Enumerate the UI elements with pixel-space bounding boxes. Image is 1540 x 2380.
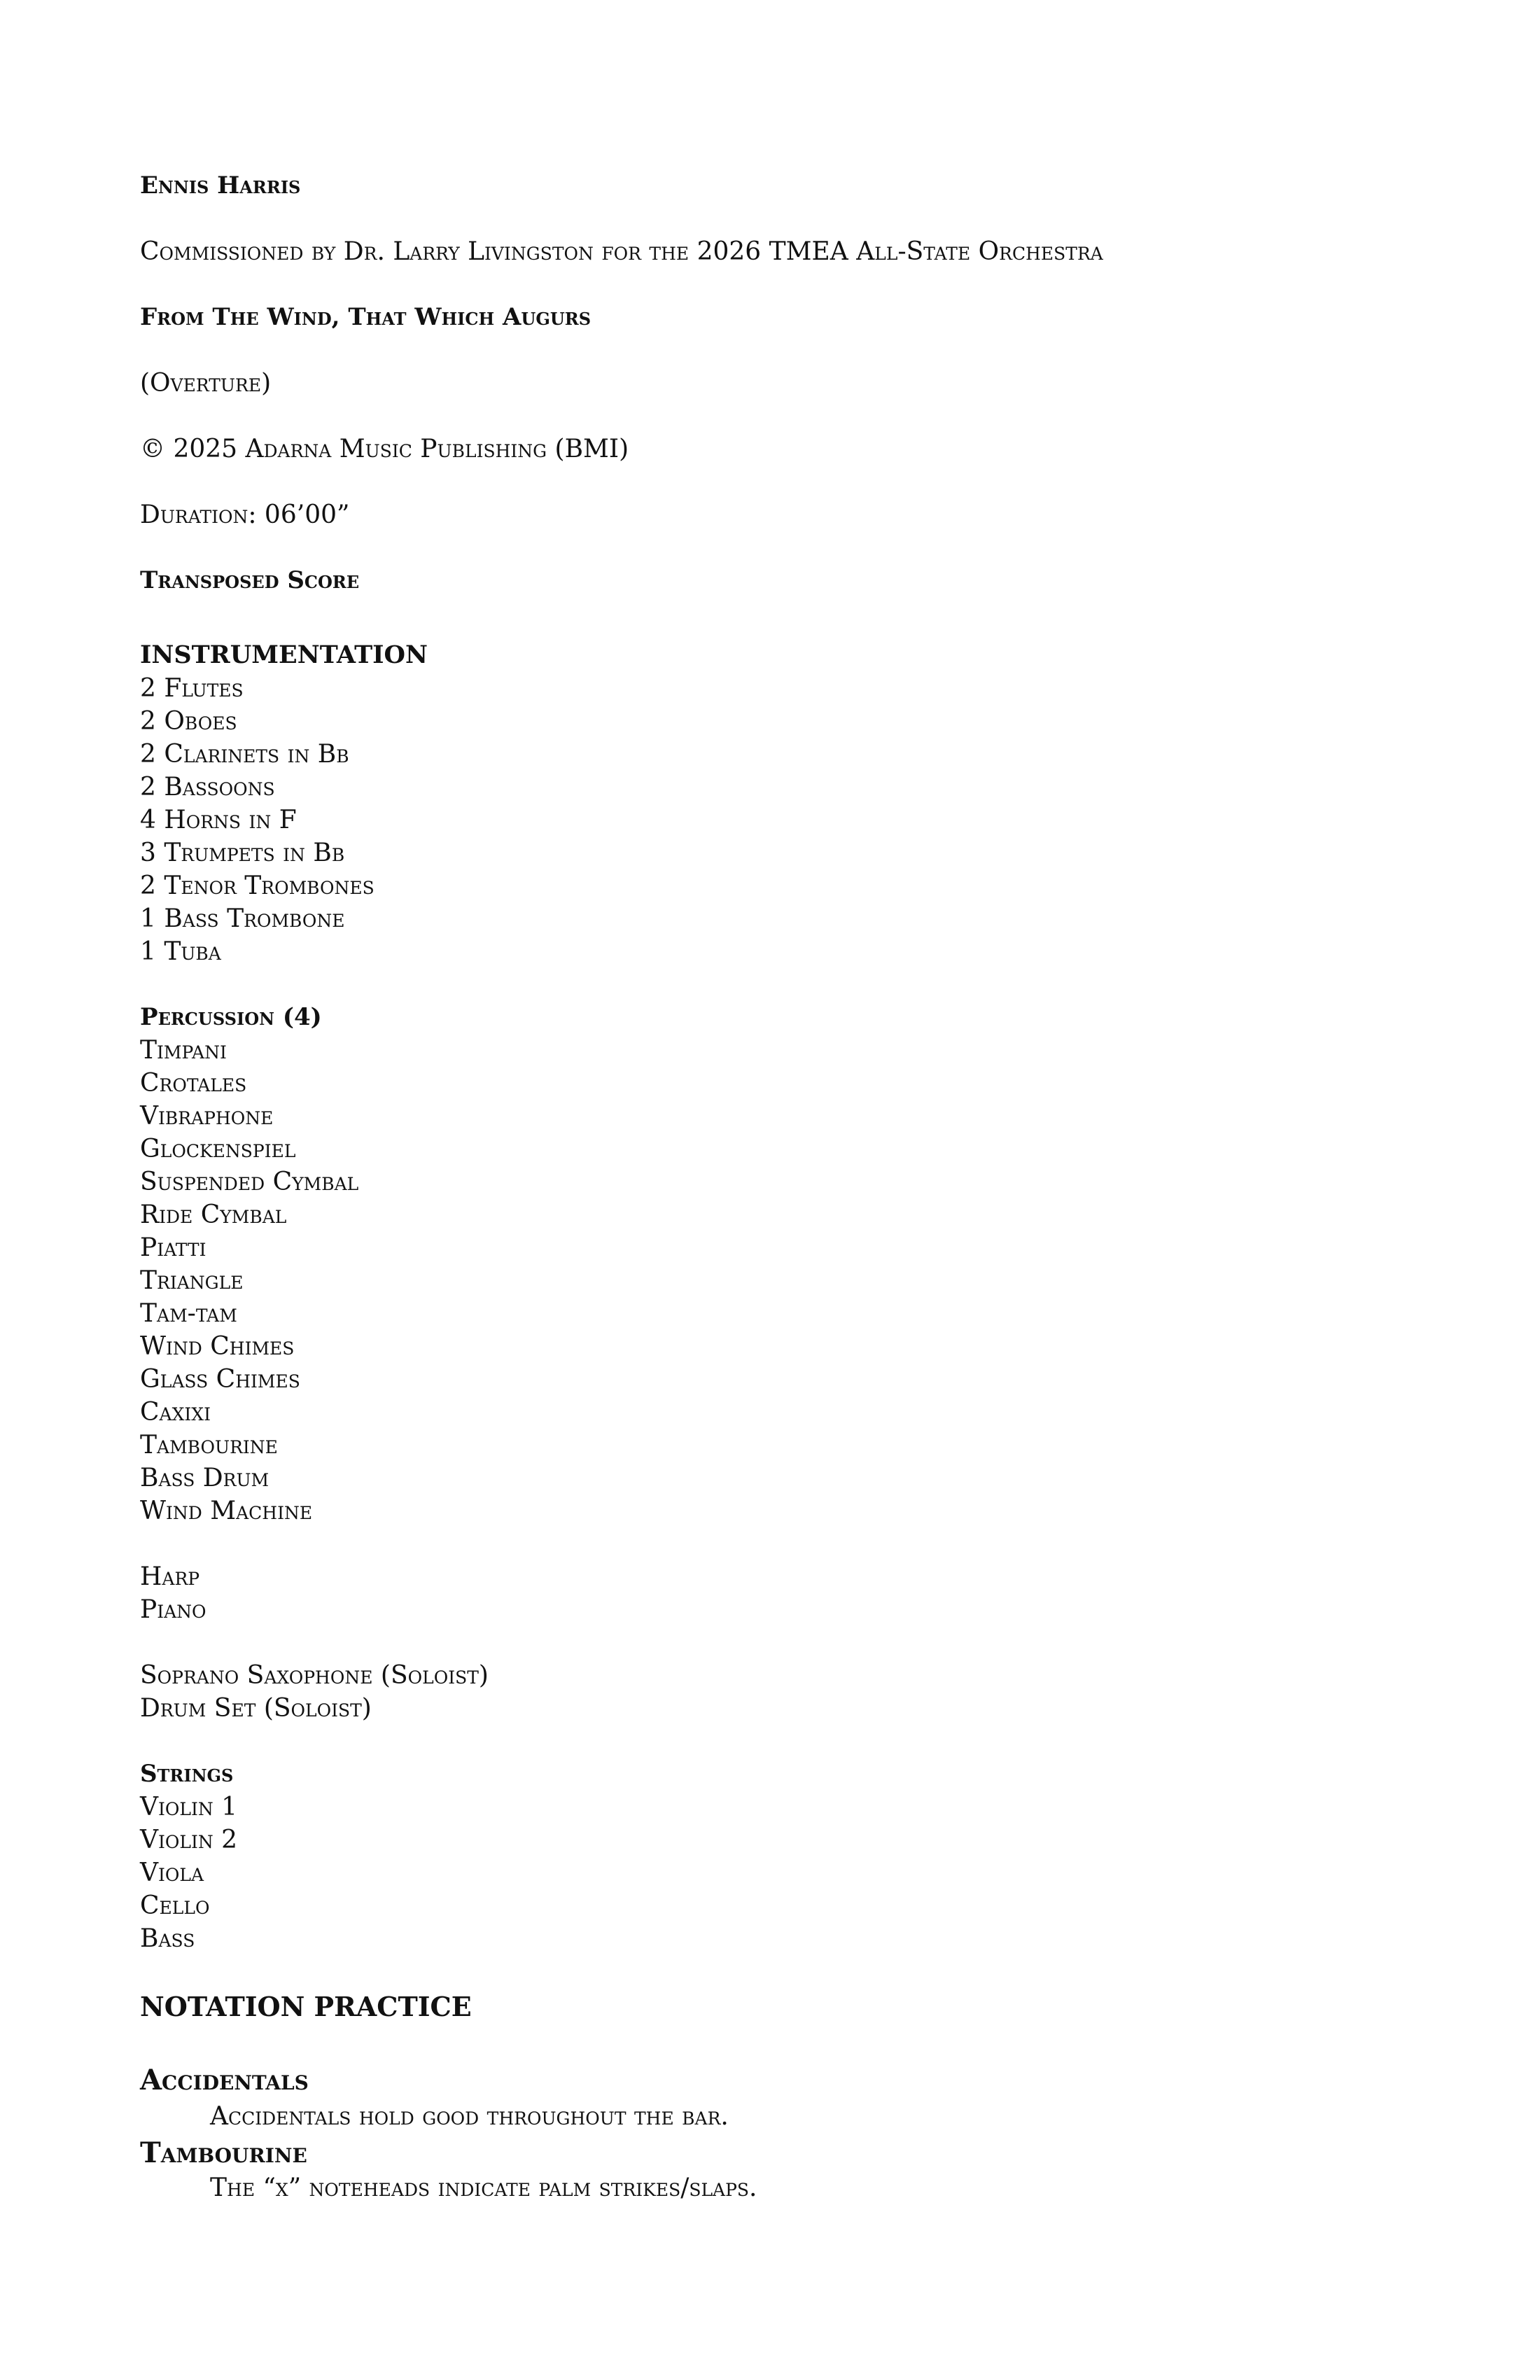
soloist-item: Soprano Saxophone (Soloist) [140, 1661, 489, 1690]
work-subtitle: (Overture) [140, 369, 272, 398]
score-type: Transposed Score [140, 566, 360, 594]
soloist-item: Drum Set (Soloist) [140, 1694, 372, 1723]
percussion-item: Glass Chimes [140, 1365, 300, 1394]
composer-name: Ennis Harris [140, 172, 301, 200]
keyboard-item: Piano [140, 1595, 206, 1624]
instrument-item: 4 Horns in F [140, 806, 297, 834]
percussion-item: Wind Chimes [140, 1332, 295, 1361]
work-title: From The Wind, That Which Augurs [140, 303, 592, 331]
percussion-item: Crotales [140, 1069, 247, 1098]
percussion-item: Piatti [140, 1233, 206, 1262]
notation-term: Tambourine [140, 2136, 307, 2169]
strings-heading: Strings [140, 1760, 234, 1788]
percussion-item: Wind Machine [140, 1497, 313, 1525]
percussion-item: Timpani [140, 1036, 227, 1065]
string-item: Violin 2 [140, 1826, 238, 1854]
keyboard-item: Harp [140, 1562, 200, 1591]
string-item: Bass [140, 1924, 195, 1953]
string-item: Violin 1 [140, 1793, 238, 1821]
instrument-item: 2 Clarinets in Bb [140, 740, 349, 769]
percussion-item: Bass Drum [140, 1464, 270, 1492]
percussion-item: Ride Cymbal [140, 1200, 287, 1229]
copyright-notice: © 2025 Adarna Music Publishing (BMI) [140, 435, 629, 463]
notation-description: The “x” noteheads indicate palm strikes/slaps. [210, 2174, 757, 2202]
instrumentation-heading: INSTRUMENTATION [140, 640, 428, 669]
instrument-item: 2 Flutes [140, 674, 244, 703]
notation-term: Accidentals [140, 2064, 309, 2096]
notation-practice-heading: NOTATION PRACTICE [140, 1991, 472, 2022]
string-item: Cello [140, 1891, 210, 1920]
percussion-item: Caxixi [140, 1398, 211, 1427]
instrument-item: 2 Tenor Trombones [140, 872, 374, 900]
instrument-item: 2 Bassoons [140, 773, 275, 802]
percussion-item: Triangle [140, 1266, 244, 1295]
percussion-heading: Percussion (4) [140, 1003, 322, 1031]
percussion-item: Vibraphone [140, 1102, 274, 1130]
percussion-item: Glockenspiel [140, 1135, 296, 1163]
instrument-item: 1 Bass Trombone [140, 904, 345, 933]
commission-note: Commissioned by Dr. Larry Livingston for the 2026 TMEA All-State Orchestra [140, 237, 1103, 266]
instrument-item: 3 Trumpets in Bb [140, 839, 345, 867]
notation-description: Accidentals hold good throughout the bar. [210, 2102, 729, 2131]
instrument-item: 1 Tuba [140, 937, 221, 966]
percussion-item: Tam-tam [140, 1299, 237, 1328]
instrument-item: 2 Oboes [140, 707, 237, 736]
duration: Duration: 06’00” [140, 500, 350, 529]
percussion-item: Suspended Cymbal [140, 1168, 359, 1196]
percussion-item: Tambourine [140, 1431, 278, 1460]
string-item: Viola [140, 1858, 204, 1887]
